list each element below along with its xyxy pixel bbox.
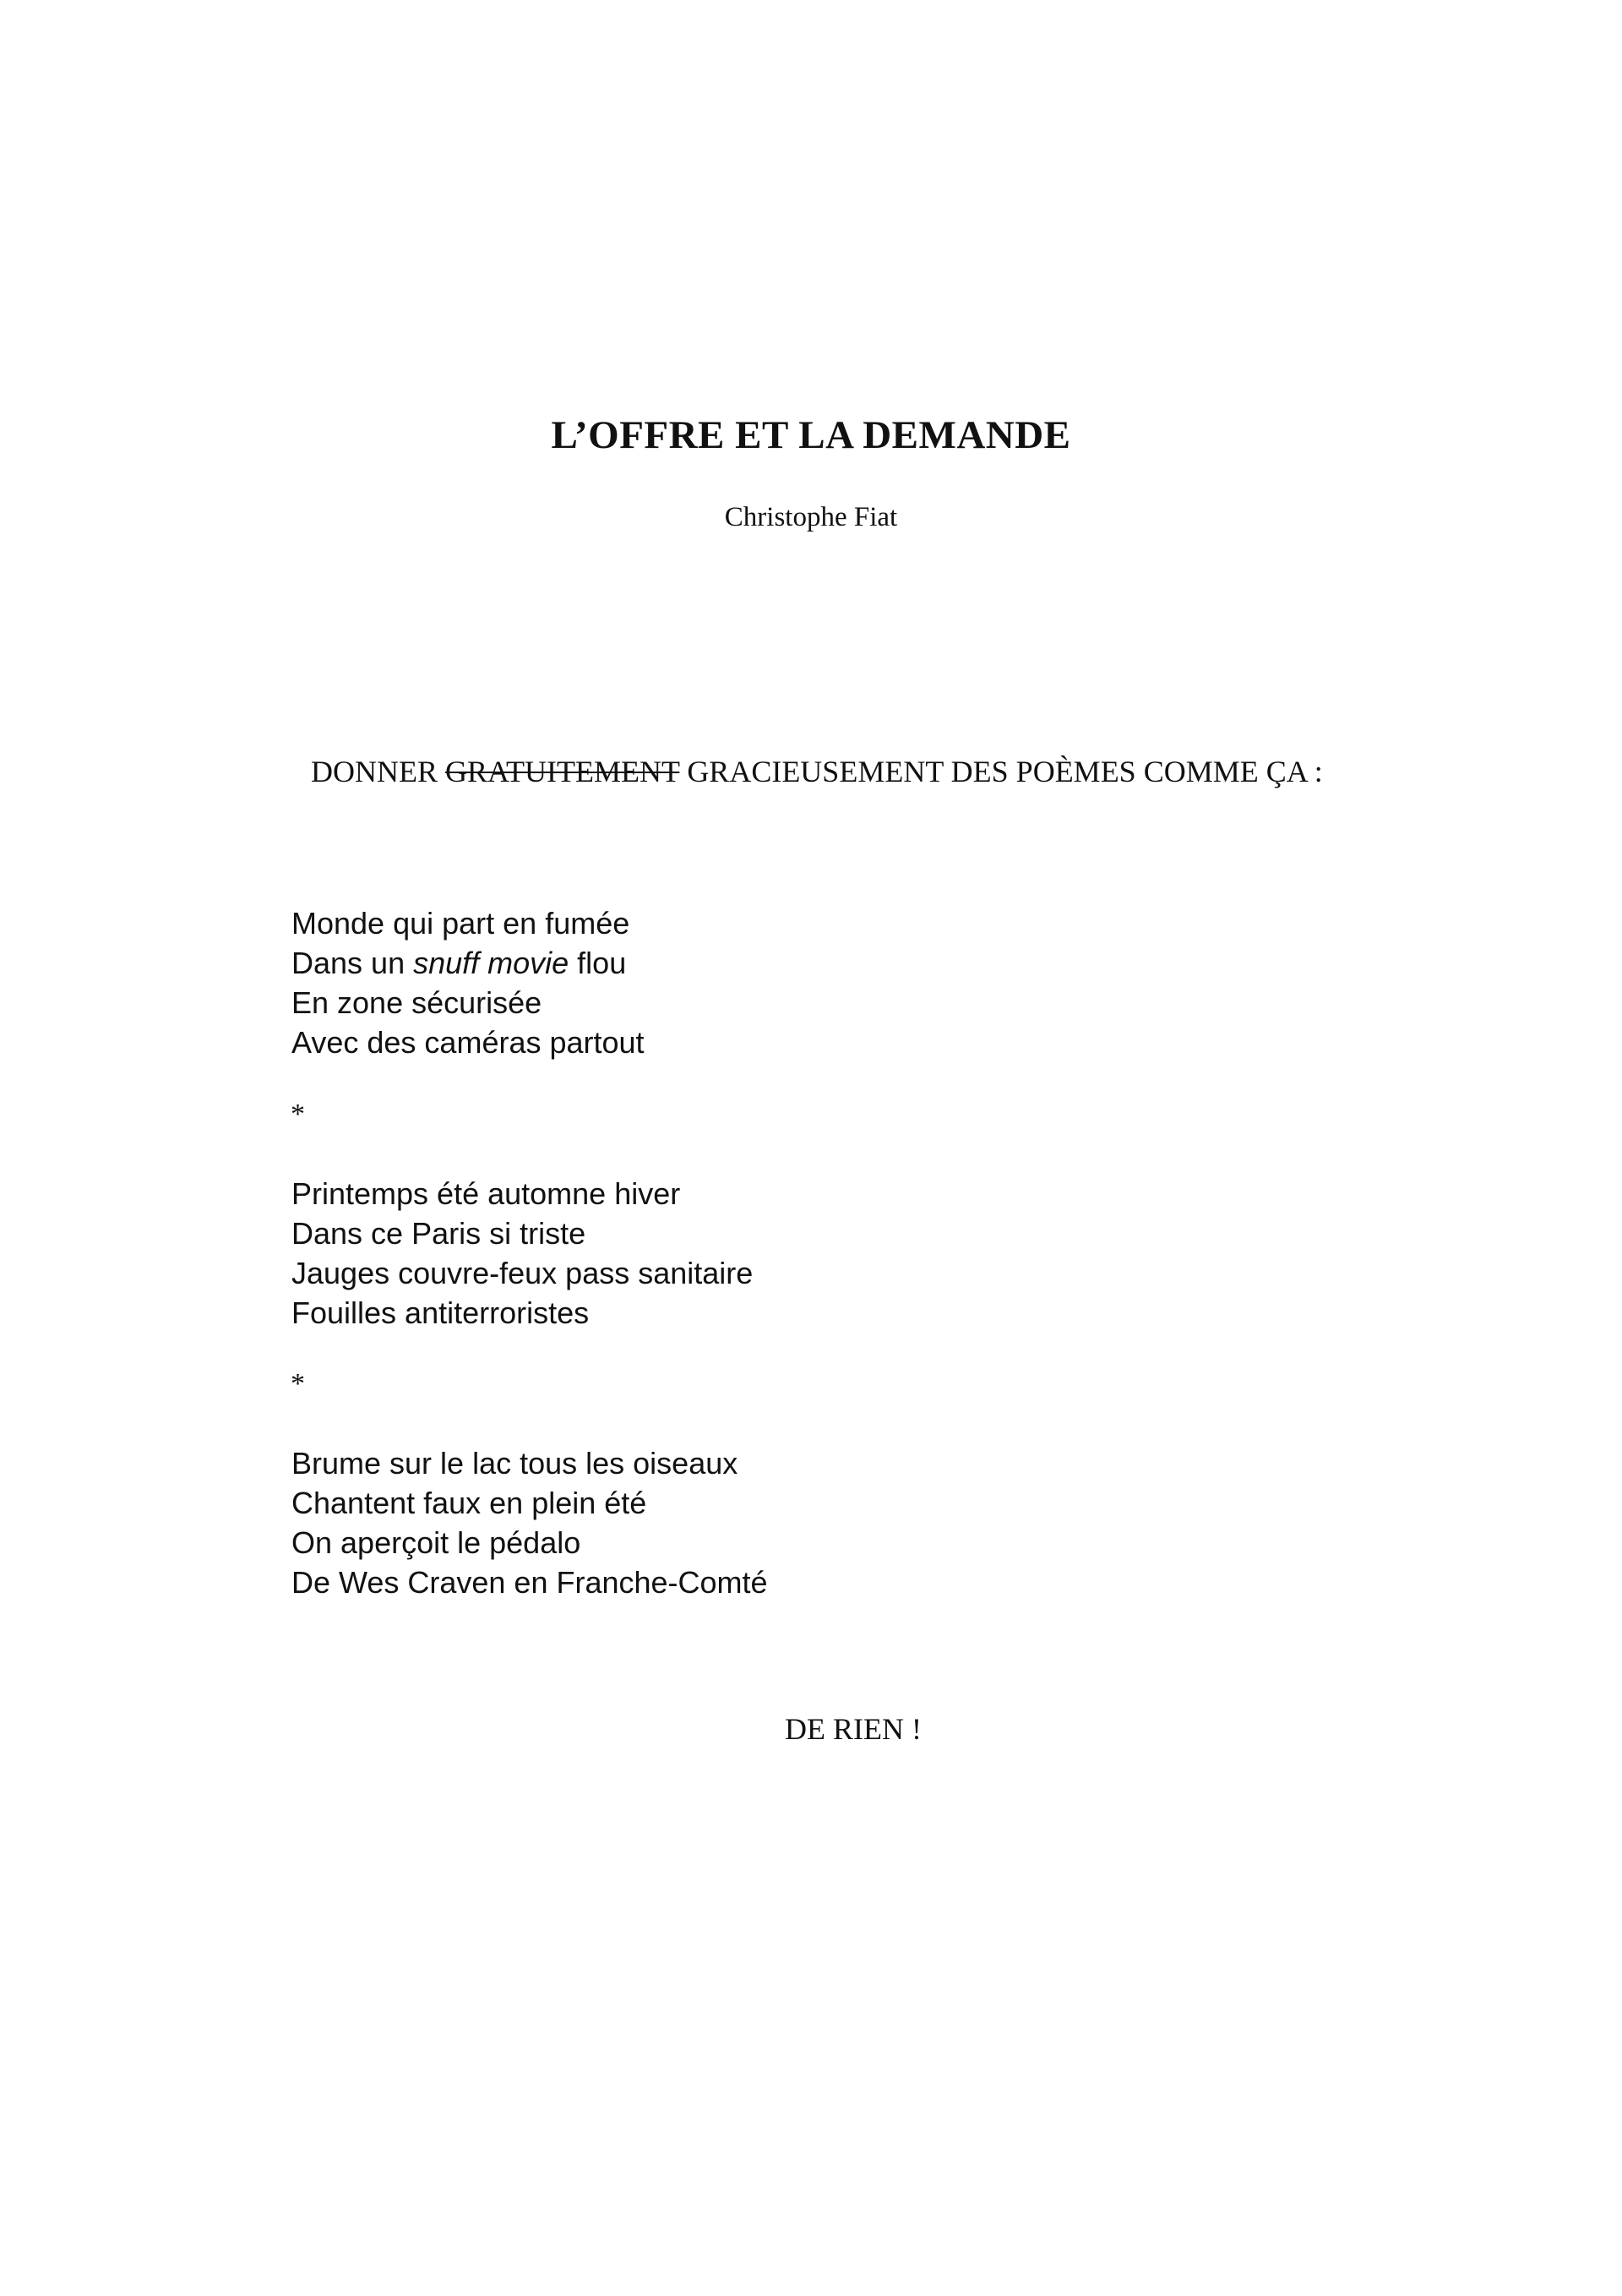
stanza-3 — [291, 1443, 768, 1602]
asterisk-separator: * — [291, 1368, 305, 1399]
line-text: Dans un — [291, 946, 414, 980]
intro-statement — [311, 754, 1323, 789]
statement-text-before: DONNER — [311, 755, 445, 788]
stanza-line: Chantent faux en plein été — [291, 1486, 647, 1520]
stanza-line: Brume sur le lac tous les oiseaux — [291, 1446, 738, 1481]
stanza-1 — [291, 903, 645, 1062]
line-text: flou — [569, 946, 627, 980]
asterisk-separator: * — [291, 1099, 305, 1130]
statement-text-after: GRACIEUSEMENT DES POÈMES COMME ÇA : — [679, 755, 1323, 788]
stanza-line: En zone sécurisée — [291, 985, 542, 1020]
struck-through-word: GRATUITEMENT — [445, 755, 680, 788]
poem-title: L’OFFRE ET LA DEMANDE — [551, 413, 1071, 457]
stanza-line: Avec des caméras partout — [291, 1025, 645, 1060]
stanza-line — [291, 943, 645, 983]
stanza-2 — [291, 1174, 753, 1333]
stanza-line: Printemps été automne hiver — [291, 1176, 681, 1211]
stanza-line: Monde qui part en fumée — [291, 906, 630, 941]
stanza-line: Jauges couvre-feux pass sanitaire — [291, 1256, 754, 1290]
closing-line: DE RIEN ! — [785, 1712, 922, 1746]
italic-film-term: snuff movie — [413, 946, 569, 980]
stanza-line: De Wes Craven en Franche-Comté — [291, 1565, 768, 1600]
stanza-line: Fouilles antiterroristes — [291, 1295, 590, 1330]
author-name: Christophe Fiat — [724, 502, 898, 532]
stanza-line: On aperçoit le pédalo — [291, 1525, 581, 1560]
stanza-line: Dans ce Paris si triste — [291, 1216, 586, 1251]
